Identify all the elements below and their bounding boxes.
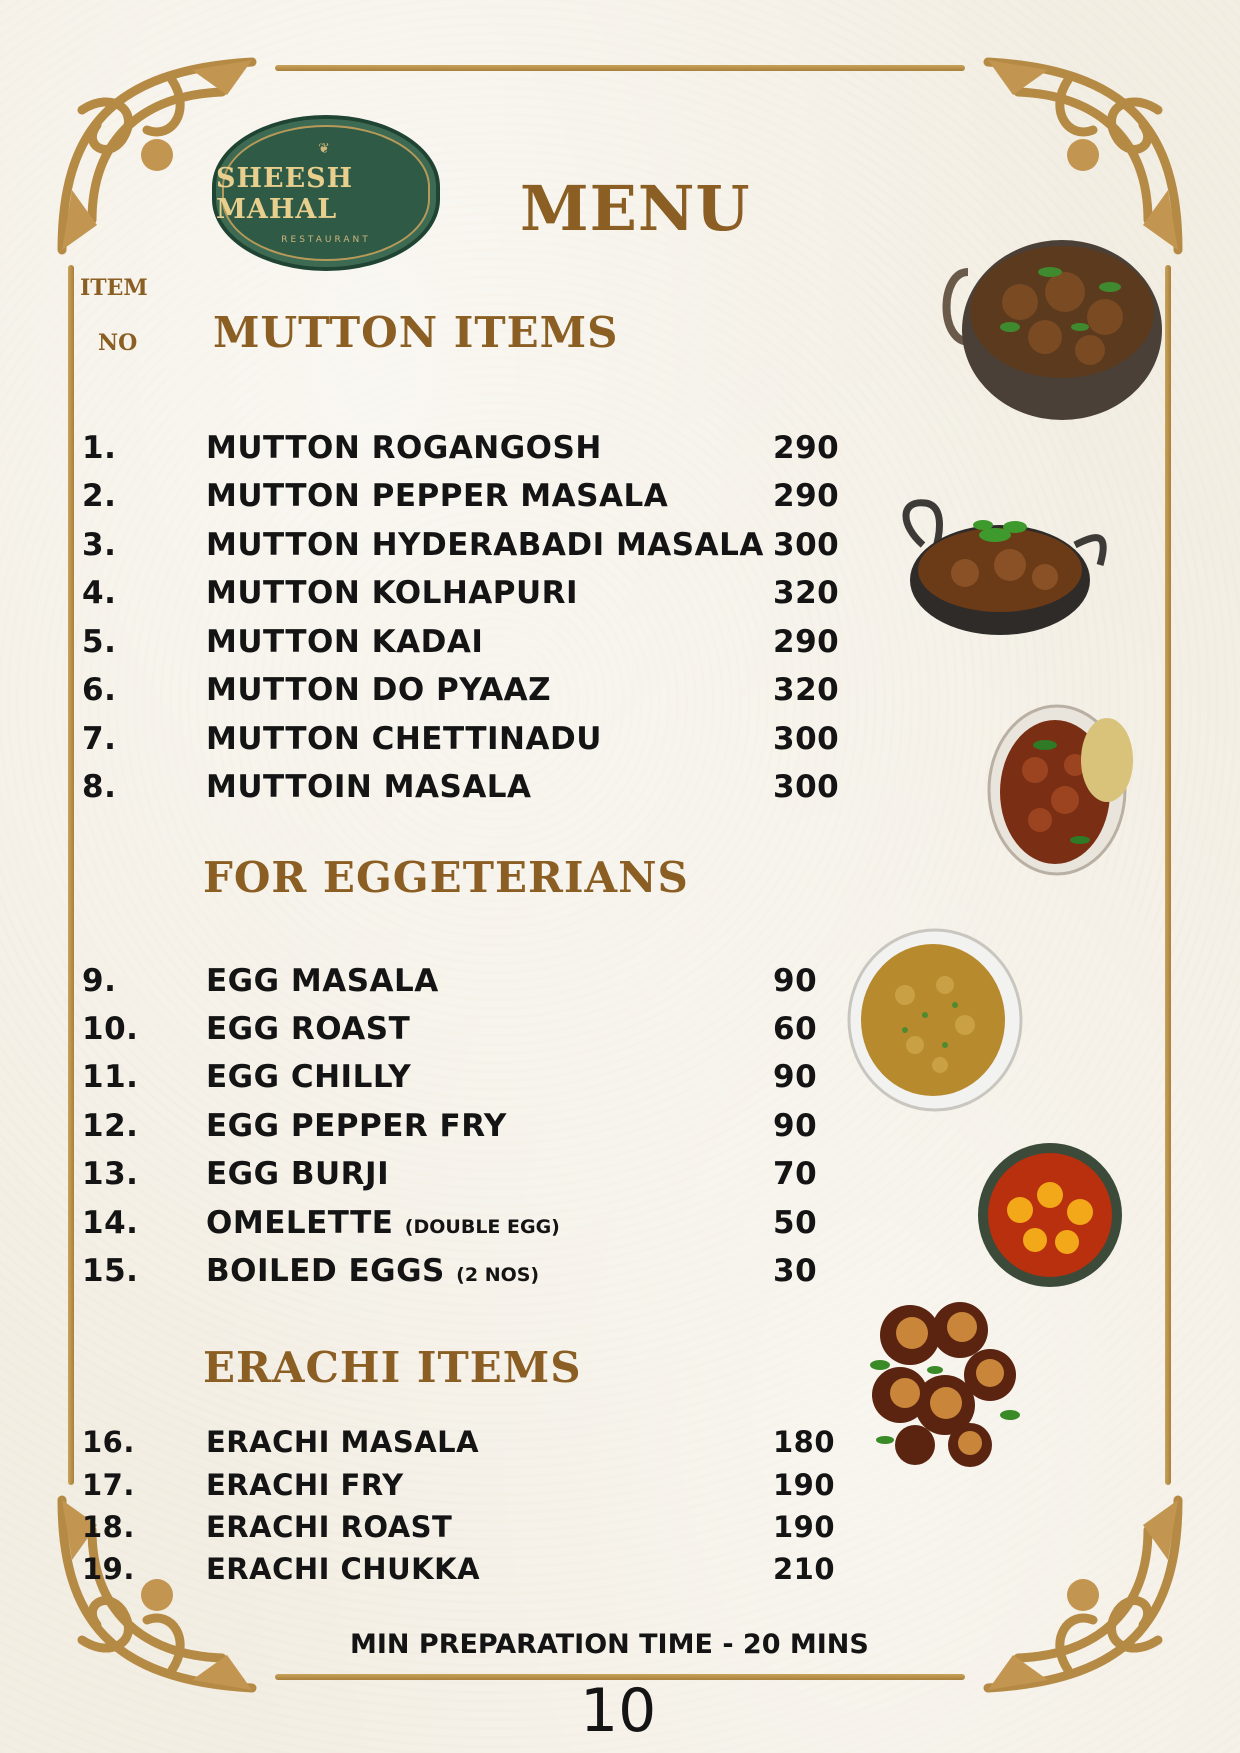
menu-item-note: (2 NOS) xyxy=(456,1264,540,1286)
menu-item-number: 7. xyxy=(82,721,117,757)
menu-item-name-text: EGG MASALA xyxy=(206,963,439,999)
menu-item-price: 290 xyxy=(773,478,840,514)
menu-item-price: 90 xyxy=(773,963,818,999)
right-border-line xyxy=(1165,265,1171,1485)
egg-burji-bowl-icon xyxy=(845,925,1025,1115)
mutton-fry-plate-icon xyxy=(985,700,1145,880)
menu-item-number: 9. xyxy=(82,963,117,999)
menu-item-row xyxy=(0,1425,900,1465)
menu-item-name xyxy=(206,1156,389,1192)
menu-item-row xyxy=(0,1011,900,1051)
menu-item-name-text: MUTTON PEPPER MASALA xyxy=(206,478,669,514)
menu-item-row xyxy=(0,1253,900,1293)
menu-item-row xyxy=(0,1510,900,1550)
menu-item-name xyxy=(206,1205,560,1241)
menu-item-name xyxy=(206,1468,404,1502)
menu-item-number: 18. xyxy=(82,1510,135,1544)
menu-item-name xyxy=(206,478,668,514)
section-title-mutton: MUTTON ITEMS xyxy=(213,308,619,357)
menu-item-name xyxy=(206,672,551,708)
menu-item-price: 50 xyxy=(773,1205,818,1241)
menu-item-name-text: EGG PEPPER FRY xyxy=(206,1108,507,1144)
menu-item-row xyxy=(0,1108,900,1148)
menu-item-name xyxy=(206,527,764,563)
item-column-label: ITEM xyxy=(80,275,148,301)
erachi-egg-fry-icon xyxy=(850,1275,1035,1475)
logo-brand-name: SHEESH MAHAL xyxy=(216,163,354,225)
menu-item-price: 290 xyxy=(773,430,840,466)
section-title-egg: FOR EGGETERIANS xyxy=(203,853,689,902)
corner-ornament-icon xyxy=(978,50,1188,260)
menu-item-name xyxy=(206,769,532,805)
page-number: 10 xyxy=(580,1676,657,1746)
menu-item-row xyxy=(0,963,900,1003)
mutton-kadai-icon xyxy=(895,495,1110,645)
menu-item-price: 180 xyxy=(773,1425,836,1459)
menu-item-number: 13. xyxy=(82,1156,139,1192)
egg-masala-bowl-icon xyxy=(975,1140,1125,1290)
menu-item-name-text: OMELETTE xyxy=(206,1205,394,1241)
menu-item-name xyxy=(206,1108,507,1144)
menu-item-row xyxy=(0,575,900,615)
menu-item-name-text: ERACHI ROAST xyxy=(206,1510,453,1544)
menu-item-price: 30 xyxy=(773,1253,818,1289)
menu-item-price: 190 xyxy=(773,1510,836,1544)
menu-item-price: 300 xyxy=(773,721,840,757)
menu-item-name-text: MUTTON ROGANGOSH xyxy=(206,430,602,466)
menu-item-number: 11. xyxy=(82,1059,139,1095)
corner-ornament-icon xyxy=(978,1490,1188,1700)
menu-item-name-text: EGG CHILLY xyxy=(206,1059,412,1095)
menu-item-row xyxy=(0,1552,900,1592)
menu-item-name-text: MUTTON DO PYAAZ xyxy=(206,672,552,708)
menu-item-number: 5. xyxy=(82,624,117,660)
menu-item-price: 320 xyxy=(773,672,840,708)
menu-item-number: 4. xyxy=(82,575,117,611)
menu-item-price: 60 xyxy=(773,1011,818,1047)
preparation-time-note: MIN PREPARATION TIME - 20 MINS xyxy=(350,1629,869,1660)
no-column-label: NO xyxy=(98,330,138,356)
menu-item-name xyxy=(206,1510,452,1544)
menu-item-note: (DOUBLE EGG) xyxy=(404,1216,560,1238)
menu-item-name-text: BOILED EGGS xyxy=(206,1253,445,1289)
menu-item-number: 2. xyxy=(82,478,117,514)
menu-item-number: 8. xyxy=(82,769,117,805)
menu-item-row xyxy=(0,1156,900,1196)
menu-item-name xyxy=(206,1011,410,1047)
menu-item-number: 1. xyxy=(82,430,117,466)
menu-item-name xyxy=(206,1253,539,1289)
menu-item-row xyxy=(0,624,900,664)
section-title-erachi: ERACHI ITEMS xyxy=(203,1343,582,1392)
menu-item-name xyxy=(206,963,439,999)
menu-item-row xyxy=(0,1205,900,1245)
menu-item-name xyxy=(206,1552,480,1586)
menu-item-price: 320 xyxy=(773,575,840,611)
page-title: MENU xyxy=(520,172,751,245)
menu-item-name-text: MUTTON HYDERABADI MASALA xyxy=(206,527,764,563)
menu-item-name-text: MUTTON CHETTINADU xyxy=(206,721,602,757)
menu-item-price: 290 xyxy=(773,624,840,660)
menu-item-row xyxy=(0,672,900,712)
menu-item-name-text: EGG ROAST xyxy=(206,1011,411,1047)
restaurant-logo xyxy=(212,115,440,271)
menu-item-number: 15. xyxy=(82,1253,139,1289)
menu-item-number: 19. xyxy=(82,1552,135,1586)
menu-item-number: 10. xyxy=(82,1011,139,1047)
menu-item-price: 70 xyxy=(773,1156,818,1192)
menu-item-name-text: EGG BURJI xyxy=(206,1156,390,1192)
menu-item-name xyxy=(206,1059,411,1095)
menu-item-name-text: MUTTON KOLHAPURI xyxy=(206,575,579,611)
menu-item-row xyxy=(0,1059,900,1099)
menu-item-number: 16. xyxy=(82,1425,135,1459)
mutton-curry-bowl-icon xyxy=(940,232,1165,444)
menu-item-number: 3. xyxy=(82,527,117,563)
menu-item-price: 300 xyxy=(773,769,840,805)
menu-item-name-text: MUTTON KADAI xyxy=(206,624,484,660)
menu-item-row xyxy=(0,527,900,567)
menu-item-name-text: ERACHI FRY xyxy=(206,1468,404,1502)
menu-item-name xyxy=(206,624,483,660)
menu-item-number: 6. xyxy=(82,672,117,708)
menu-item-number: 12. xyxy=(82,1108,139,1144)
menu-item-number: 17. xyxy=(82,1468,135,1502)
menu-item-row xyxy=(0,769,900,809)
menu-item-row xyxy=(0,1468,900,1508)
menu-item-row xyxy=(0,721,900,761)
menu-item-price: 190 xyxy=(773,1468,836,1502)
menu-item-name-text: ERACHI CHUKKA xyxy=(206,1552,481,1586)
menu-item-name xyxy=(206,430,602,466)
menu-item-row xyxy=(0,478,900,518)
menu-item-name xyxy=(206,721,602,757)
menu-item-row xyxy=(0,430,900,470)
menu-item-number: 14. xyxy=(82,1205,139,1241)
menu-item-price: 210 xyxy=(773,1552,836,1586)
menu-item-name xyxy=(206,1425,479,1459)
menu-item-price: 90 xyxy=(773,1059,818,1095)
menu-item-price: 300 xyxy=(773,527,840,563)
menu-item-name-text: ERACHI MASALA xyxy=(206,1425,480,1459)
menu-item-name xyxy=(206,575,578,611)
menu-item-price: 90 xyxy=(773,1108,818,1144)
logo-subtitle: RESTAURANT xyxy=(281,235,371,245)
logo-crest-icon: ❦ xyxy=(318,141,334,157)
top-border-line xyxy=(275,65,965,71)
menu-item-name-text: MUTTOIN MASALA xyxy=(206,769,532,805)
